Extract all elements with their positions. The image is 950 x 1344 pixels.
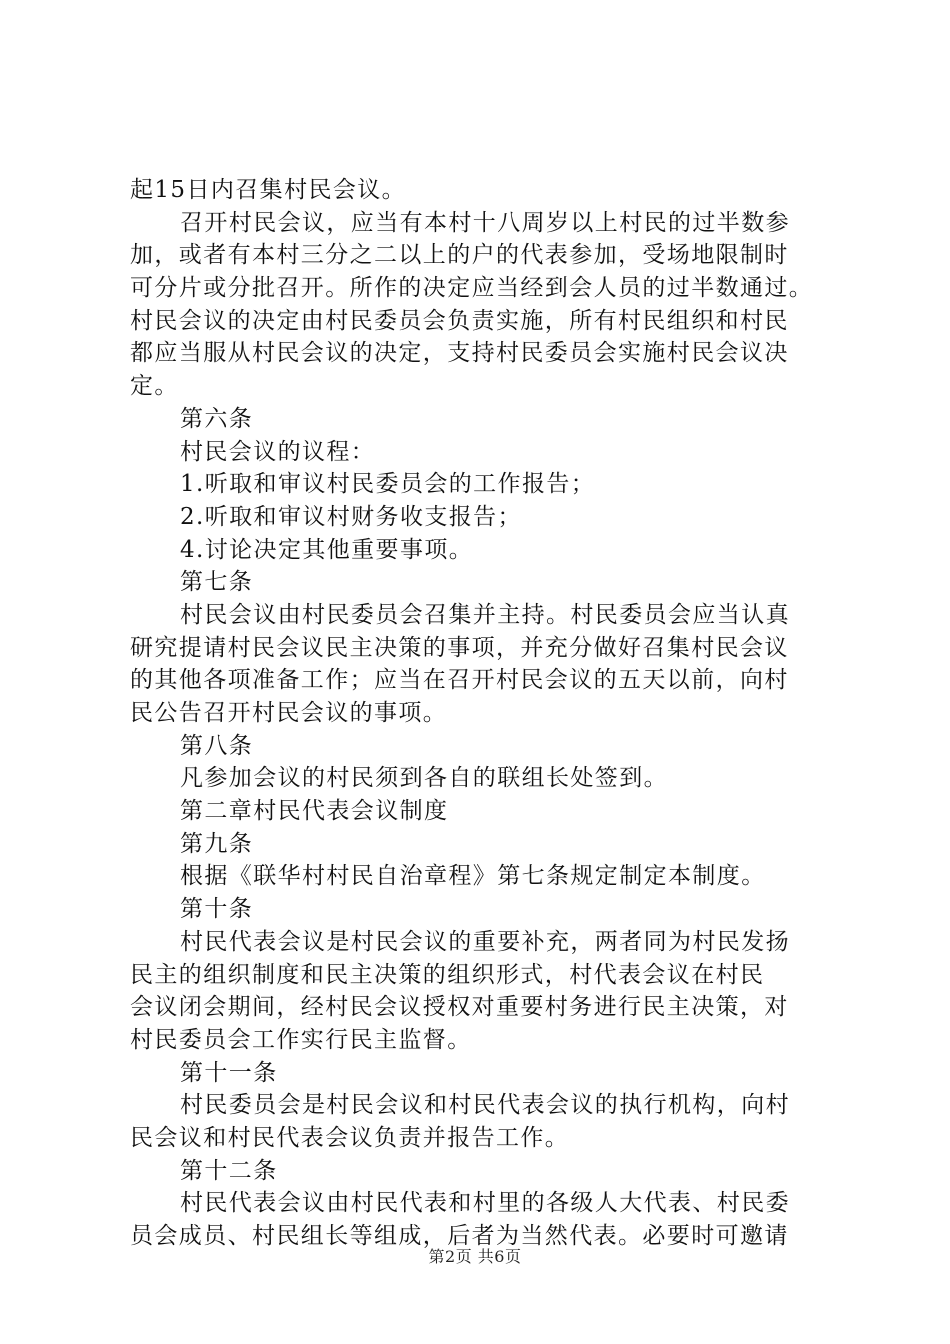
text-line: 第九条: [180, 830, 254, 857]
text-line: 都应当服从村民会议的决定，支持村民委员会实施村民会议决: [130, 340, 789, 367]
text-line: 会议闭会期间，经村民会议授权对重要村务进行民主决策，对: [130, 994, 789, 1021]
text-line: 根据《联华村村民自治章程》第七条规定制定本制度。: [180, 863, 766, 890]
text-line: 民主的组织制度和民主决策的组织形式，村代表会议在村民: [130, 961, 765, 988]
text-line: 村民会议的议程：: [180, 438, 376, 465]
text-line: 2.听取和审议村财务收支报告；: [180, 503, 522, 530]
text-line: 第十二条: [180, 1157, 278, 1184]
text-line: 第十条: [180, 896, 254, 923]
text-line: 民公告召开村民会议的事项。: [130, 700, 448, 726]
text-line: 第七条: [180, 569, 254, 596]
text-line: 1.听取和审议村民委员会的工作报告；: [180, 471, 596, 498]
text-line: 村民会议由村民委员会召集并主持。村民委员会应当认真: [180, 601, 790, 628]
page-footer: 第2页 共6页: [428, 1247, 522, 1266]
text-line: 员会成员、村民组长等组成，后者为当然代表。必要时可邀请: [130, 1223, 789, 1249]
text-line: 村民委员会是村民会议和村民代表会议的执行机构，向村: [180, 1092, 790, 1119]
document-body: [130, 174, 842, 1253]
text-line: 村民代表会议是村民会议的重要补充，两者同为村民发扬: [180, 928, 790, 955]
text-line: 加，或者有本村三分之二以上的户的代表参加，受场地限制时: [130, 242, 789, 269]
text-line: 定。: [130, 373, 179, 400]
text-line: 村民会议的决定由村民委员会负责实施，所有村民组织和村民: [130, 307, 789, 334]
text-line: 民会议和村民代表会议负责并报告工作。: [130, 1124, 570, 1151]
text-line: 第二章村民代表会议制度: [180, 798, 449, 825]
text-line: 村民委员会工作实行民主监督。: [130, 1026, 472, 1053]
text-line: 村民代表会议由村民代表和村里的各级人大代表、村民委: [180, 1190, 790, 1217]
text-line: 凡参加会议的村民须到各自的联组长处签到。: [180, 765, 668, 792]
text-line: 第十一条: [180, 1059, 278, 1086]
text-line: 可分片或分批召开。所作的决定应当经到会人员的过半数通过。: [130, 275, 814, 302]
text-line: 召开村民会议，应当有本村十八周岁以上村民的过半数参: [180, 209, 790, 236]
text-line: 4.讨论决定其他重要事项。: [180, 536, 474, 563]
text-line: 的其他各项准备工作；应当在召开村民会议的五天以前，向村: [130, 667, 789, 694]
text-line: 第六条: [180, 405, 254, 432]
text-line: 研究提请村民会议民主决策的事项，并充分做好召集村民会议: [130, 634, 789, 661]
text-line: 第八条: [180, 732, 254, 759]
text-line: 起15日内召集村民会议。: [130, 177, 407, 203]
